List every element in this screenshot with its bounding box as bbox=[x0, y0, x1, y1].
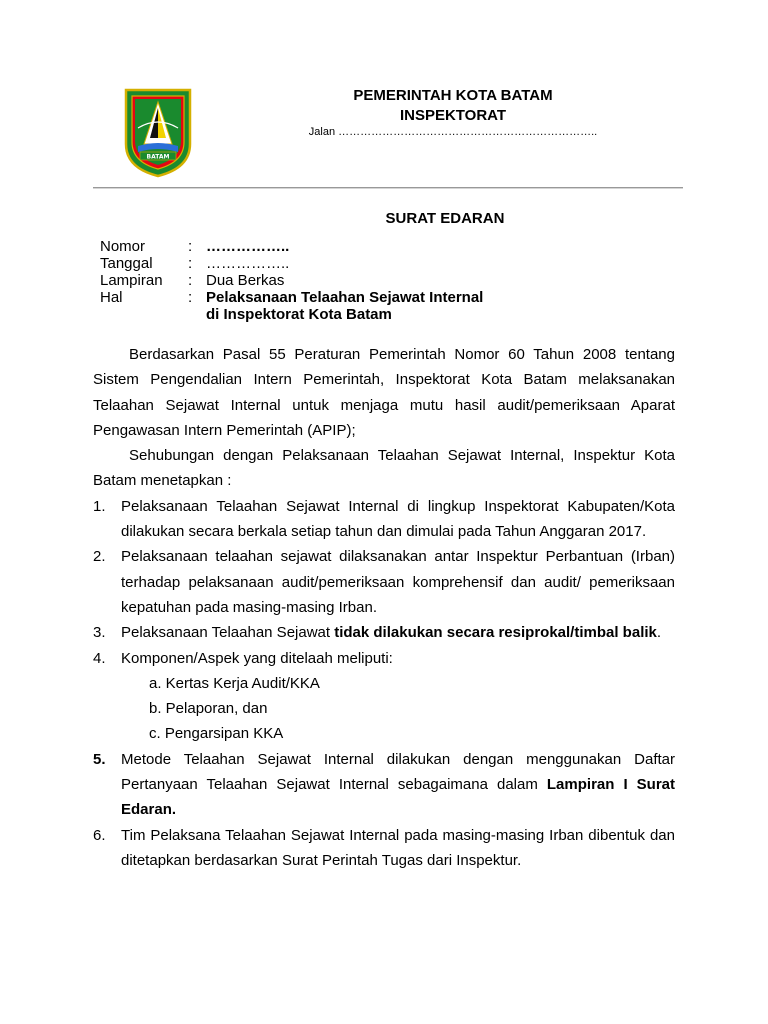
sub-item: b. Pelaporan, dan bbox=[149, 700, 268, 718]
item-text: Pelaksanaan Telaahan Sejawat Internal di lingkup Inspektorat Kabupaten/Kota dilakukan secara berkala setiap tahun dan dimulai pada Tahun Anggaran 2017. bbox=[121, 497, 675, 541]
paragraph-basis: Berdasarkan Pasal 55 Peraturan Pemerintah Nomor 60 Tahun 2008 tentang Sistem Pengendalian Intern Pemerintah, Inspektorat Kota Batam melaksanakan Telaahan Sejawat Internal untuk menjaga mutu hasil audit/pemeriksaan Aparat Pengawasan Intern Pemerintah (APIP); bbox=[93, 346, 675, 439]
item-text bbox=[121, 620, 675, 645]
sub-item: c. Pengarsipan KKA bbox=[149, 725, 284, 743]
decision-list bbox=[93, 494, 675, 873]
meta-colon: : bbox=[188, 255, 193, 272]
list-item bbox=[93, 646, 675, 747]
emblem-label: BATAM bbox=[146, 153, 170, 161]
paragraph-intro: Sehubungan dengan Pelaksanaan Telaahan Sejawat Internal, Inspektur Kota Batam menetapkan : bbox=[93, 447, 675, 490]
meta-row-tanggal bbox=[100, 255, 546, 272]
meta-value: Dua Berkas bbox=[206, 272, 285, 289]
item-number: 6. bbox=[93, 826, 106, 844]
item-text bbox=[121, 747, 675, 823]
letter-body bbox=[93, 342, 675, 873]
list-item bbox=[93, 747, 675, 823]
letterhead-divider bbox=[93, 187, 683, 189]
sub-item: a. Kertas Kerja Audit/KKA bbox=[149, 674, 320, 692]
meta-value: …………….. bbox=[206, 238, 290, 255]
meta-row-lampiran bbox=[100, 272, 546, 289]
item-number: 1. bbox=[93, 497, 106, 515]
meta-label: Tanggal bbox=[100, 255, 153, 272]
meta-row-nomor bbox=[100, 238, 546, 255]
meta-colon: : bbox=[188, 272, 193, 289]
letter-metadata bbox=[100, 238, 546, 323]
list-item bbox=[93, 823, 675, 874]
list-item bbox=[93, 494, 675, 545]
letterhead-agency: INSPEKTORAT bbox=[399, 107, 507, 124]
meta-value bbox=[206, 289, 546, 323]
item-text-end: . bbox=[656, 624, 662, 642]
meta-label: Lampiran bbox=[100, 272, 163, 289]
meta-label: Hal bbox=[100, 289, 123, 306]
item-number: 4. bbox=[93, 649, 106, 667]
list-item bbox=[93, 544, 675, 620]
item-text bbox=[121, 646, 675, 747]
meta-colon: : bbox=[188, 238, 193, 255]
item-text-emphasis: tidak dilakukan secara resiprokal/timbal balik bbox=[334, 624, 657, 642]
item-number: 5. bbox=[93, 750, 106, 768]
item-text-plain: Komponen/Aspek yang ditelaah meliputi: bbox=[121, 649, 393, 667]
meta-row-hal bbox=[100, 289, 546, 323]
item-text-plain: Metode Telaahan Sejawat Internal dilakukan dengan menggunakan Daftar Pertanyaan Telaahan Sejawat Internal sebagaimana dalam bbox=[121, 750, 675, 794]
list-item bbox=[93, 620, 675, 645]
item-text: Pelaksanaan telaahan sejawat dilaksanakan antar Inspektur Perbantuan (Irban) terhadap pelaksanaan audit/pemeriksaan komprehensif dan audit/ pemeriksaan kepatuhan pada masing-masing Irban. bbox=[121, 548, 675, 616]
item-text: Tim Pelaksana Telaahan Sejawat Internal pada masing-masing Irban dibentuk dan ditetapkan berdasarkan Surat Perintah Tugas dari Inspektur. bbox=[121, 826, 675, 869]
subject-line-2: di Inspektorat Kota Batam bbox=[206, 306, 392, 323]
item-text-plain: Pelaksanaan Telaahan Sejawat bbox=[121, 624, 335, 642]
item-number: 2. bbox=[93, 548, 106, 566]
item-text-emphasis: Lampiran I Surat Edaran. bbox=[121, 776, 675, 819]
subject-line-1: Pelaksanaan Telaahan Sejawat Internal bbox=[206, 289, 484, 306]
meta-value: …………….. bbox=[206, 255, 290, 272]
letterhead-government: PEMERINTAH KOTA BATAM bbox=[353, 87, 553, 104]
letterhead-address: Jalan …………………………………………………………….. bbox=[308, 126, 598, 138]
meta-label: Nomor bbox=[100, 238, 146, 255]
meta-colon: : bbox=[188, 289, 193, 306]
batam-city-emblem bbox=[124, 88, 192, 178]
item-number: 3. bbox=[93, 624, 106, 642]
document-title: SURAT EDARAN bbox=[385, 210, 505, 227]
